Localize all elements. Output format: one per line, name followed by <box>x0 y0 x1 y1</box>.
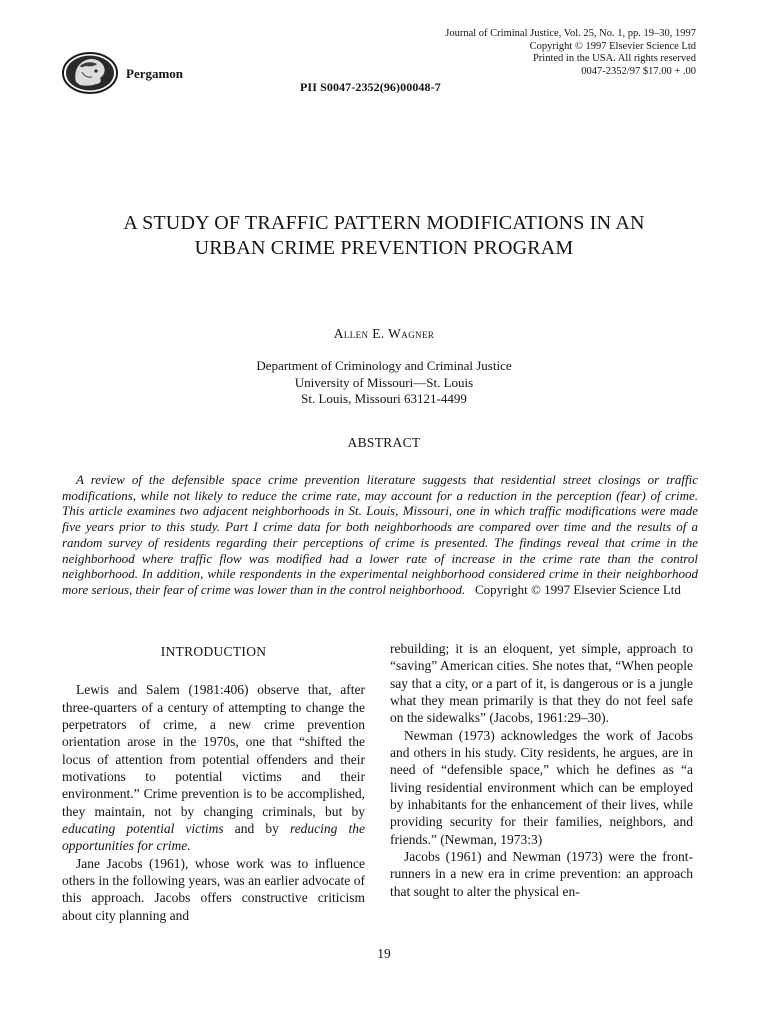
paragraph: Jane Jacobs (1961), whose work was to influence others in the following years, was an earlier advocate of this approach. Jacobs offers constructive criticism about city planning and <box>62 855 365 923</box>
journal-copyright: Copyright © 1997 Elsevier Science Ltd <box>529 40 696 52</box>
intro-emphasis: reducing the opportunities for crime. <box>62 821 366 854</box>
paragraph <box>62 681 365 854</box>
abstract-block <box>62 472 698 598</box>
intro-text: Lewis and Salem (1981:406) observe that, after three-quarters of a century of attempting to change the perpetrators of crime, a new crime prevention orientation arose in the 1970s, one that “shifted the locus of attention from potential offenders and their motivations to potential victims and their environment.” Crime prevention is to be accomplished, they maintain, not by changing criminals, but by <box>62 682 365 819</box>
right-column <box>390 640 693 900</box>
journal-printed: Printed in the USA. All rights reserved <box>532 53 696 65</box>
article-title <box>60 211 708 261</box>
journal-citation: Journal of Criminal Justice, Vol. 25, No. 1, pp. 19–30, 1997 <box>445 28 696 39</box>
intro-text: and by <box>234 821 279 837</box>
author-affiliation <box>0 358 768 408</box>
abstract-heading: ABSTRACT <box>347 435 421 450</box>
paragraph: Newman (1973) acknowledges the work of Jacobs and others in his study. City residents, he argues, are in need of “defensible space,” which he defines as “a living residential environment which can be employed by inhabitants for the enhancement of their lives, while providing security for their families, neighbors, and friends.” (Newman, 1973:3) <box>390 727 693 847</box>
paragraph: Jacobs (1961) and Newman (1973) were the front-runners in a new era in crime prevention: an approach that sought to alter the physical en- <box>390 849 693 899</box>
pii-identifier: PII S0047-2352(96)00048-7 <box>300 80 441 94</box>
paragraph: rebuilding; it is an eloquent, yet simple, approach to “saving” American cities. She notes that, “When people say that a city, or a part of it, is dangerous or is a jungle what they mean primarily is that they do not feel safe on the sidewalks” (Jacobs, 1961:29–30). <box>390 641 693 726</box>
abstract-copyright: Copyright © 1997 Elsevier Science Ltd <box>474 581 681 597</box>
journal-price: 0047-2352/97 $17.00 + .00 <box>581 65 696 77</box>
affiliation-department: Department of Criminology and Criminal Justice <box>256 358 512 373</box>
author-name: Allen E. Wagner <box>333 326 435 341</box>
introduction-heading: INTRODUCTION <box>160 644 267 659</box>
abstract-body: A review of the defensible space crime prevention literature suggests that residential street closings or traffic modifications, while not likely to reduce the crime rate, may account for a reduction in the perception (fear) of crime. This article examines two adjacent neighborhoods in St. Louis, Missouri, one in which traffic modifications were made five years prior to this study. Part I crime data for both neighborhoods are compared over time and the results of a random survey of residents regarding their perceptions of crime is presented. The findings reveal that crime in the neighborhood where traffic flow was modified had a lower rate of increase in the crime rate than the control neighborhood. In addition, while respondents in the experimental neighborhood considered crime in their neighborhood more serious, their fear of crime was lower than in the control neighborhood. <box>62 472 698 597</box>
pergamon-head-icon <box>62 52 118 94</box>
page-number: 19 <box>377 946 391 961</box>
affiliation-address: St. Louis, Missouri 63121-4499 <box>301 391 467 406</box>
left-column <box>62 640 365 924</box>
title-line-2: URBAN CRIME PREVENTION PROGRAM <box>194 237 574 259</box>
affiliation-university: University of Missouri—St. Louis <box>294 374 474 390</box>
intro-emphasis: educating potential victims <box>62 821 224 837</box>
journal-info <box>376 28 696 78</box>
publisher-name: Pergamon <box>126 66 184 81</box>
title-line-1: A STUDY OF TRAFFIC PATTERN MODIFICATIONS IN AN <box>123 212 645 234</box>
publisher-logo <box>62 52 118 94</box>
